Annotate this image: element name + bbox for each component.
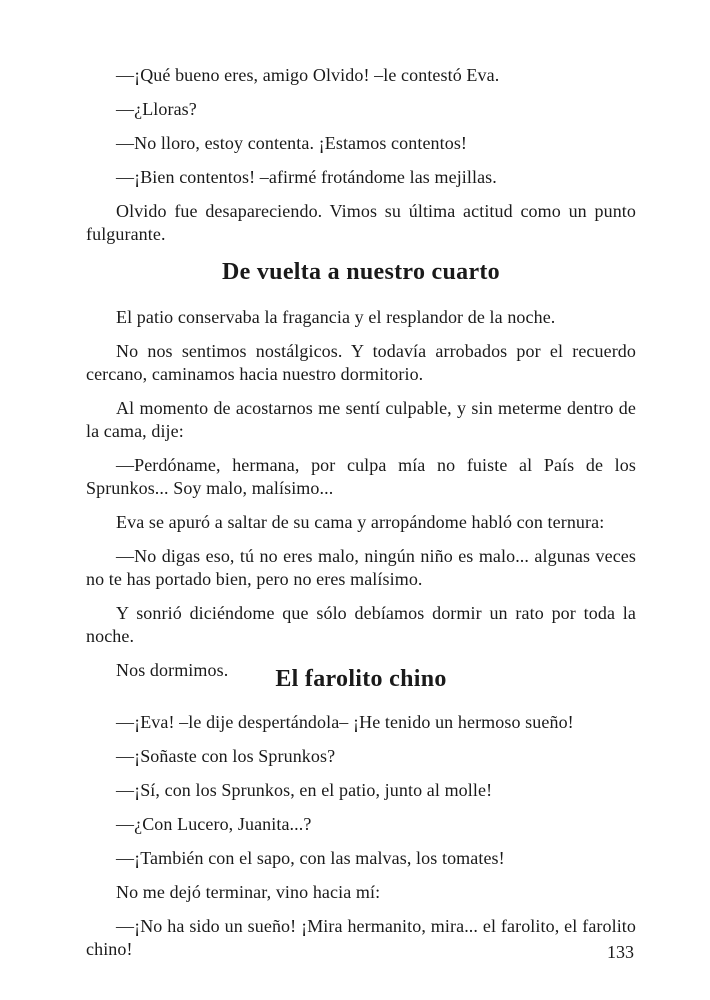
- section-heading-farolito: El farolito chino: [275, 666, 447, 692]
- paragraph: —¡No ha sido un sueño! ¡Mira hermanito, mira... el farolito, el farolito chino!: [86, 916, 636, 959]
- paragraph: —No lloro, estoy contenta. ¡Estamos contentos!: [116, 133, 468, 153]
- paragraph: No nos sentimos nostálgicos. Y todavía arrobados por el recuerdo cercano, caminamos hacia nuestro dormitorio.: [86, 341, 636, 384]
- paragraph: —¡También con el sapo, con las malvas, los tomates!: [116, 848, 505, 868]
- paragraph: —No digas eso, tú no eres malo, ningún niño es malo... algunas veces no te has portado bien, pero no eres malísimo.: [86, 546, 636, 589]
- paragraph: —Perdóname, hermana, por culpa mía no fuiste al País de los Sprunkos... Soy malo, malísimo...: [86, 455, 636, 498]
- paragraph: —¡Eva! –le dije despertándola– ¡He tenido un hermoso sueño!: [116, 712, 574, 732]
- paragraph: Nos dormimos.: [116, 660, 229, 680]
- paragraph: —¡Qué bueno eres, amigo Olvido! –le contestó Eva.: [116, 65, 500, 85]
- paragraph: Al momento de acostarnos me sentí culpable, y sin meterme dentro de la cama, dije:: [86, 398, 636, 441]
- paragraph: —¿Lloras?: [116, 99, 197, 119]
- paragraph: Eva se apuró a saltar de su cama y arropándome habló con ternura:: [116, 512, 605, 532]
- paragraph: —¡Sí, con los Sprunkos, en el patio, junto al molle!: [116, 780, 493, 800]
- section-1-text-block: [86, 306, 636, 693]
- paragraph: No me dejó terminar, vino hacia mí:: [116, 882, 381, 902]
- paragraph: —¿Con Lucero, Juanita...?: [116, 814, 312, 834]
- paragraph: Olvido fue desapareciendo. Vimos su última actitud como un punto fulgurante.: [86, 201, 636, 244]
- paragraph: El patio conservaba la fragancia y el resplandor de la noche.: [116, 307, 556, 327]
- paragraph: Y sonrió diciéndome que sólo debíamos dormir un rato por toda la noche.: [86, 603, 636, 646]
- section-heading-de-vuelta: De vuelta a nuestro cuarto: [222, 259, 500, 285]
- paragraph: —¡Soñaste con los Sprunkos?: [116, 746, 336, 766]
- section-2-text-block: [86, 711, 636, 972]
- intro-text-block: [86, 64, 636, 257]
- paragraph: —¡Bien contentos! –afirmé frotándome las mejillas.: [116, 167, 497, 187]
- page-number: 133: [607, 942, 634, 962]
